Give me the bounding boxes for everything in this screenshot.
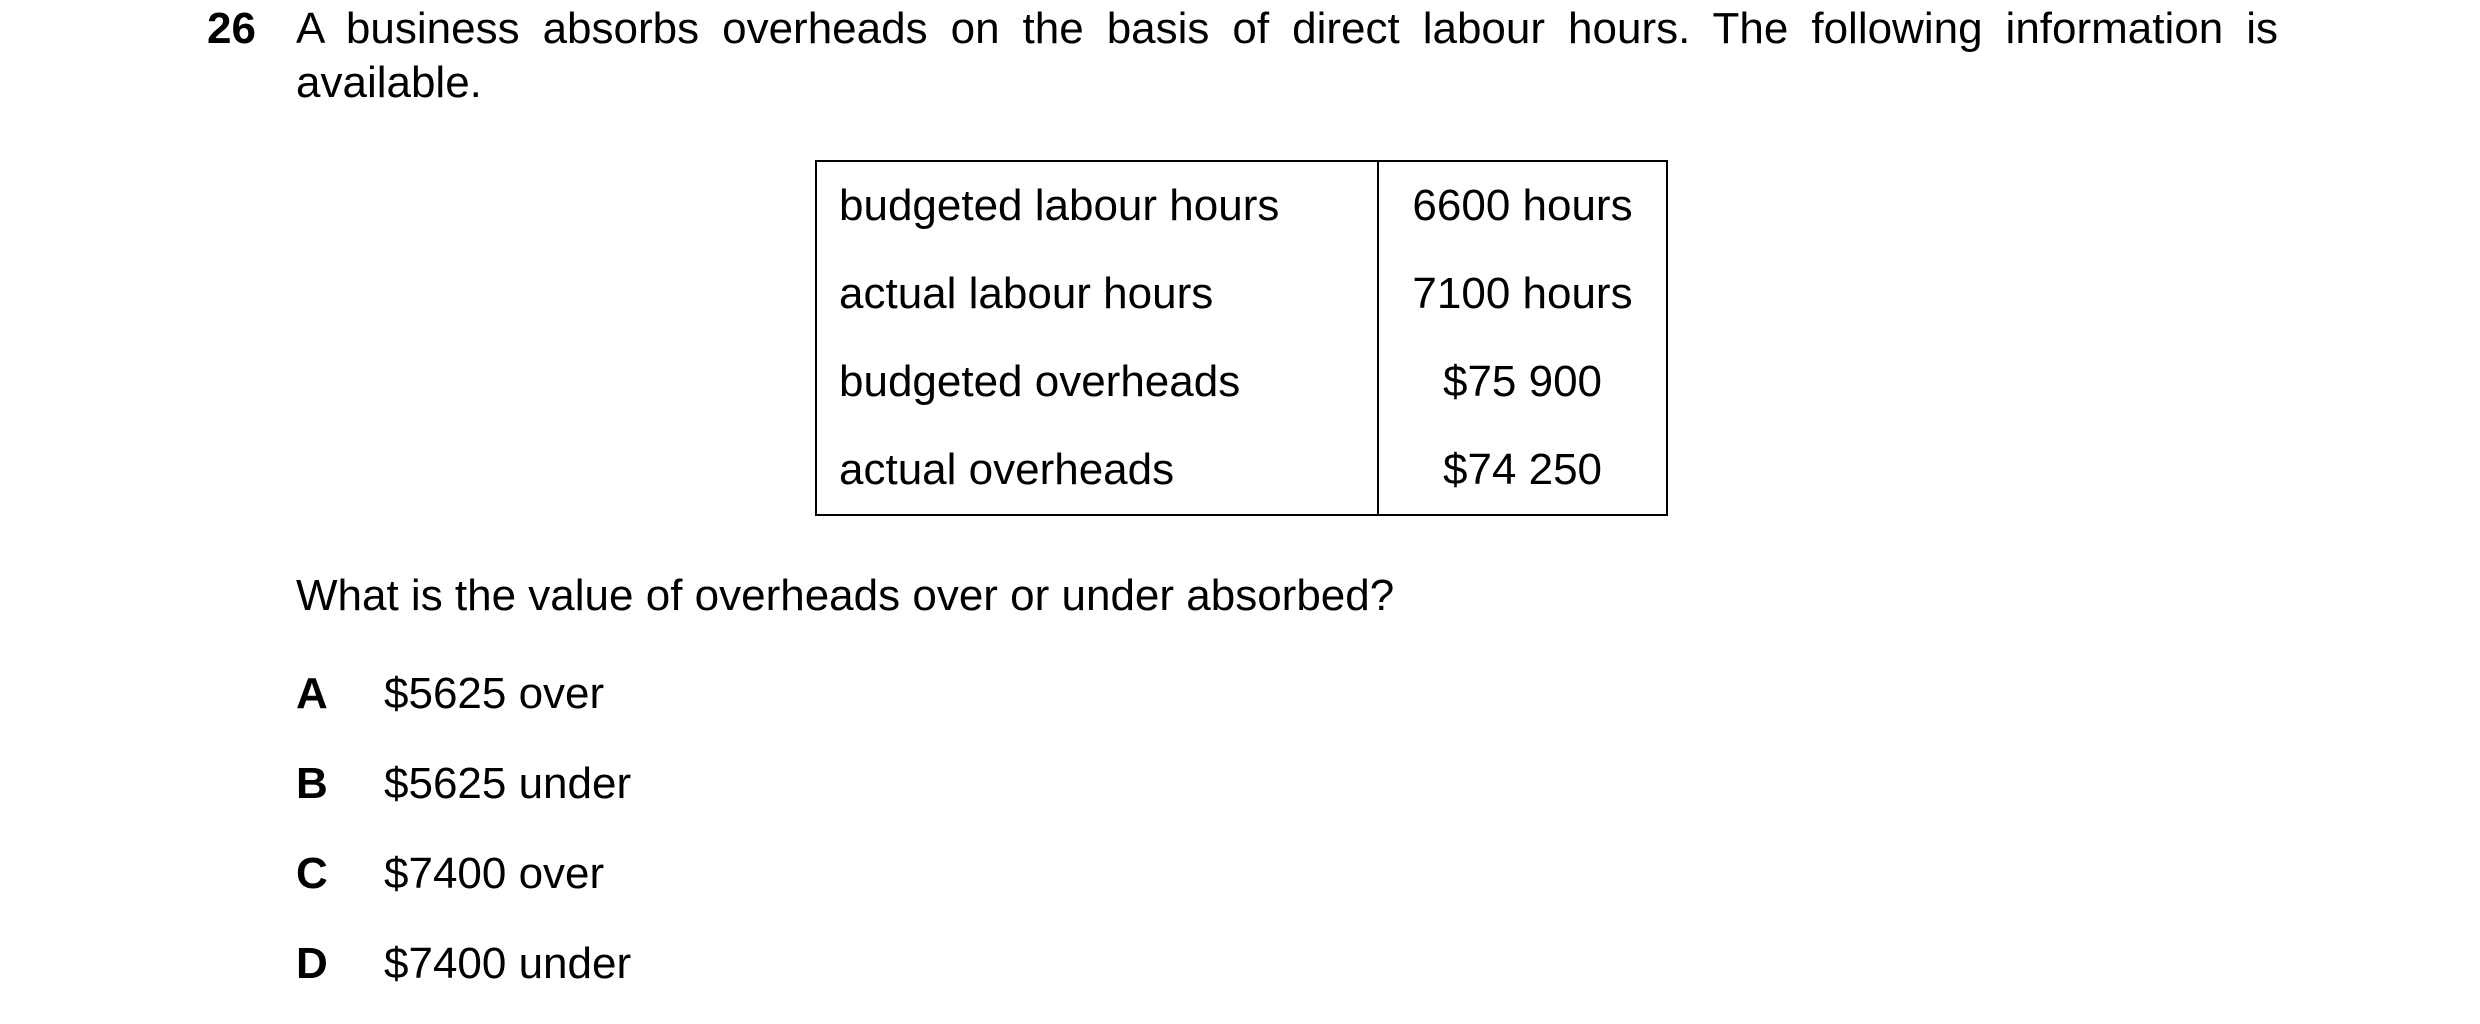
option-text: $5625 under	[384, 759, 632, 808]
option-text: $5625 over	[384, 669, 605, 718]
question-prompt: What is the value of overheads over or under absorbed?	[296, 571, 1395, 620]
option-text: $7400 under	[384, 939, 632, 988]
option-letter: D	[296, 939, 328, 988]
table-row	[816, 161, 1667, 250]
row-value: 7100 hours	[1412, 268, 1633, 318]
option-letter: C	[296, 849, 328, 898]
option-letter: A	[296, 669, 328, 718]
question-stem: A business absorbs overheads on the basis of direct labour hours. The following information is available.	[296, 4, 2278, 107]
information-table	[815, 160, 1668, 516]
table-row	[816, 338, 1667, 426]
table-row	[816, 426, 1667, 515]
row-label: actual overheads	[816, 426, 1378, 515]
row-value: $74 250	[1442, 444, 1603, 494]
row-value: $75 900	[1442, 356, 1603, 406]
row-value: 6600 hours	[1412, 181, 1633, 230]
table-row	[816, 250, 1667, 338]
option-text: $7400 over	[384, 849, 605, 898]
option-letter: B	[296, 759, 328, 808]
question-number: 26	[207, 4, 256, 53]
row-label: budgeted labour hours	[816, 161, 1378, 250]
row-label: budgeted overheads	[816, 338, 1378, 426]
row-label: actual labour hours	[816, 250, 1378, 338]
